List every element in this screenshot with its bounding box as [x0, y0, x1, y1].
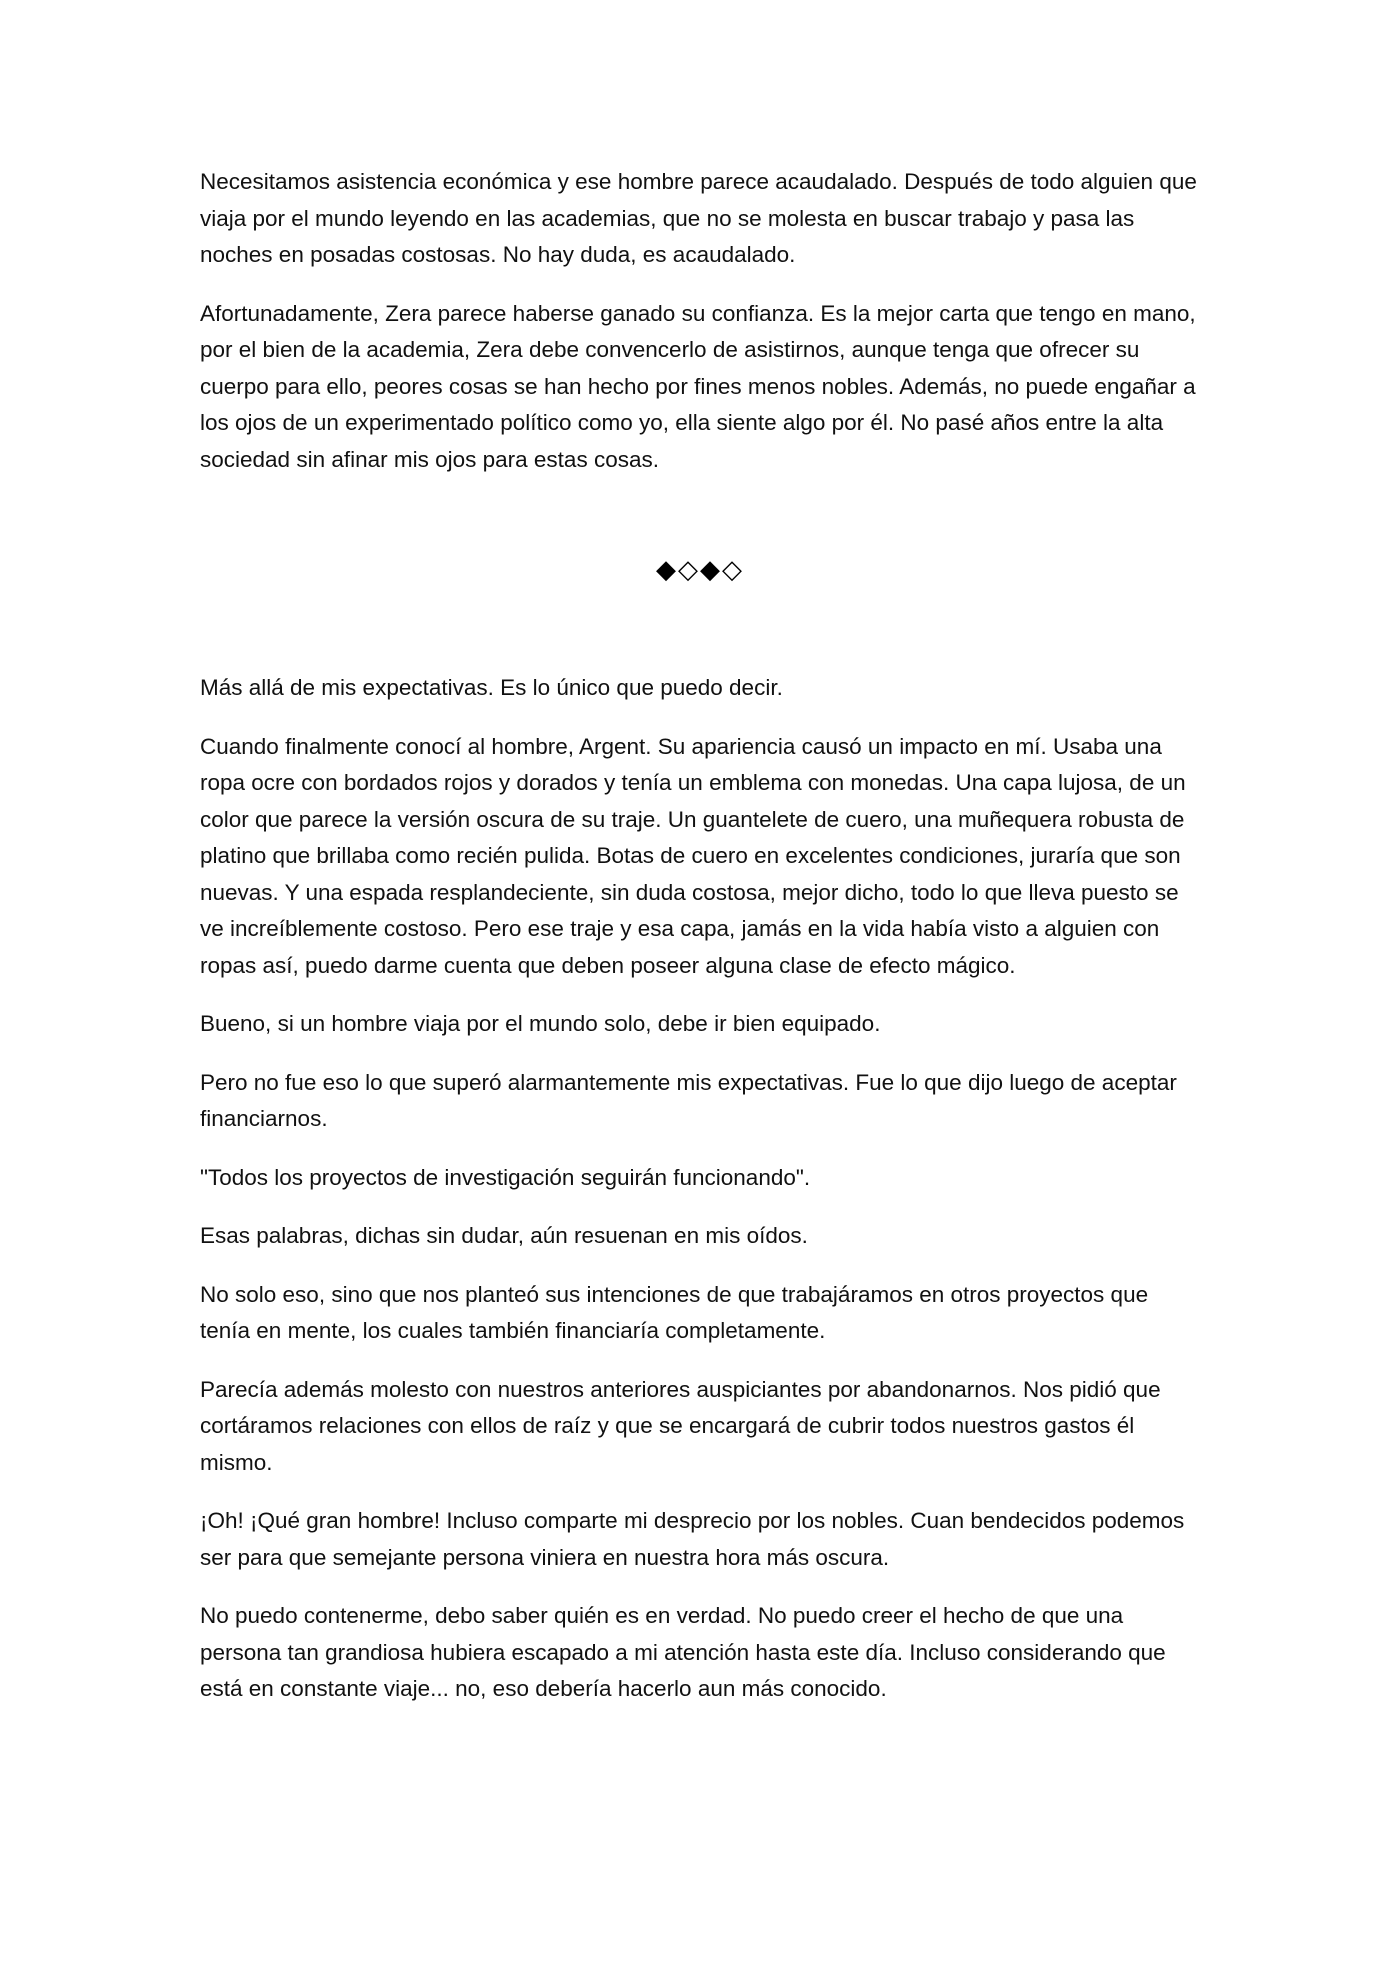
paragraph: Cuando finalmente conocí al hombre, Argent. Su apariencia causó un impacto en mí. Usaba una ropa ocre con bordados rojos y dorados y tenía un emblema con monedas. Una capa lujosa, de un color que parece la versión oscura de su traje. Un guantelete de cuero, una muñequera robusta de platino que brillaba como recién pulida. Botas de cuero en excelentes condiciones, juraría que son nuevas. Y una espada resplandeciente, sin duda costosa, mejor dicho, todo lo que lleva puesto se ve increíblemente costoso. Pero ese traje y esa capa, jamás en la vida había visto a alguien con ropas así, puedo darme cuenta que deben poseer alguna clase de efecto mágico.	[200, 733, 1186, 978]
paragraph: ¡Oh! ¡Qué gran hombre! Incluso comparte mi desprecio por los nobles. Cuan bendecidos podemos ser para que semejante persona viniera en nuestra hora más oscura.	[200, 1508, 1185, 1570]
paragraph: Afortunadamente, Zera parece haberse ganado su confianza. Es la mejor carta que tengo en mano, por el bien de la academia, Zera debe convencerlo de asistirnos, aunque tenga que ofrecer su cuerpo para ello, peores cosas se han hecho por fines menos nobles. Además, no puede engañar a los ojos de un experimentado político como yo, ella siente algo por él. No pasé años entre la alta sociedad sin afinar mis ojos para estas cosas.	[200, 300, 1196, 472]
paragraph: Parecía además molesto con nuestros anteriores auspiciantes por abandonarnos. Nos pidió que cortáramos relaciones con ellos de raíz y que se encargará de cubrir todos nuestros gastos él mismo.	[200, 1376, 1161, 1475]
paragraph: No solo eso, sino que nos planteó sus intenciones de que trabajáramos en otros proyectos que tenía en mente, los cuales también financiaría completamente.	[200, 1281, 1149, 1343]
paragraph: Más allá de mis expectativas. Es lo único que puedo decir.	[200, 675, 783, 700]
paragraph: Bueno, si un hombre viaja por el mundo solo, debe ir bien equipado.	[200, 1011, 881, 1036]
paragraph: Necesitamos asistencia económica y ese hombre parece acaudalado. Después de todo alguien que viaja por el mundo leyendo en las academias, que no se molesta en buscar trabajo y pasa las noches en posadas costosas. No hay duda, es acaudalado.	[200, 169, 1197, 267]
paragraph: "Todos los proyectos de investigación seguirán funcionando".	[200, 1164, 811, 1190]
paragraph: Pero no fue eso lo que superó alarmantemente mis expectativas. Fue lo que dijo luego de aceptar financiarnos.	[200, 1069, 1177, 1131]
paragraph: Esas palabras, dichas sin dudar, aún resuenan en mis oídos.	[200, 1223, 808, 1248]
scene-separator: ◆◇◆◇	[656, 555, 744, 585]
document-body	[200, 164, 1200, 1730]
paragraph: No puedo contenerme, debo saber quién es en verdad. No puedo creer el hecho de que una persona tan grandiosa hubiera escapado a mi atención hasta este día. Incluso considerando que está en constante viaje... no, eso debería hacerlo aun más conocido.	[200, 1603, 1166, 1701]
